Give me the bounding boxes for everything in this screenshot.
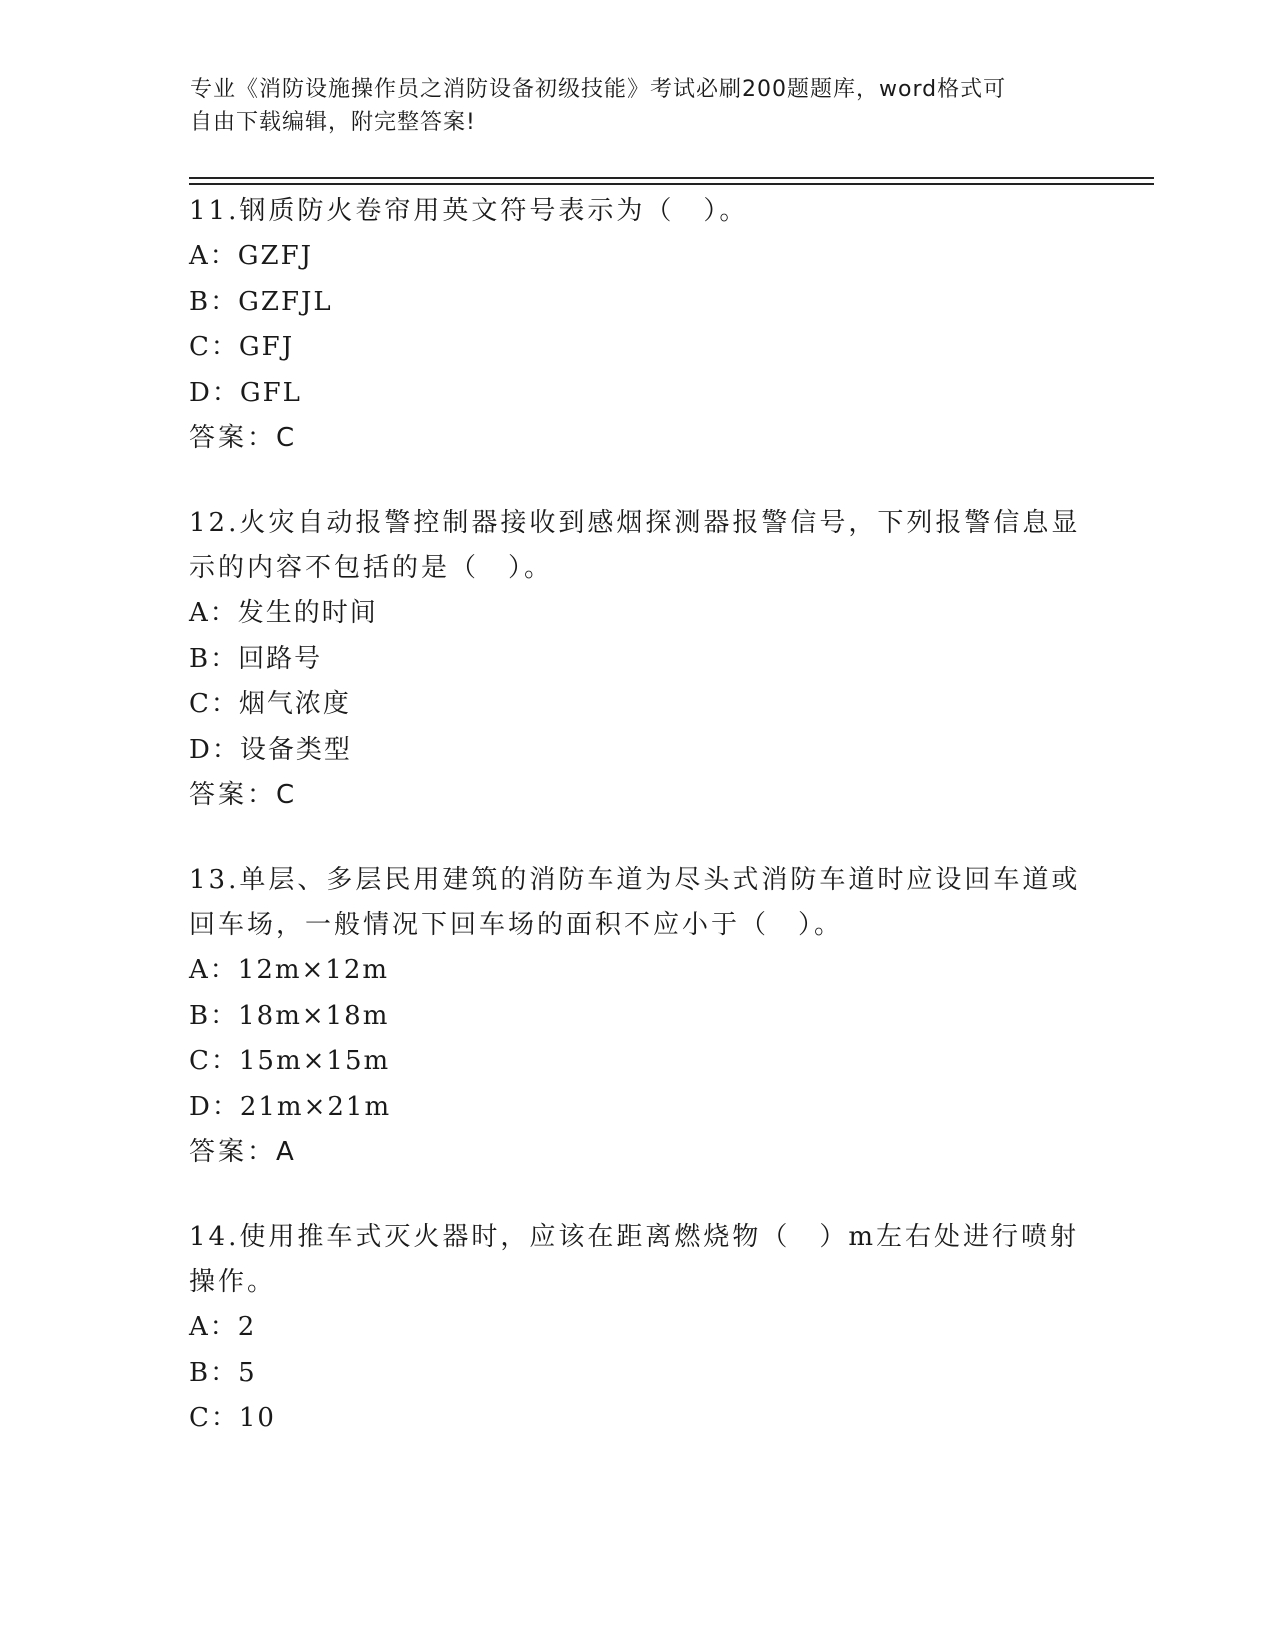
- option-a: A：发生的时间: [189, 598, 378, 628]
- option-b: B：GZFJL: [189, 286, 333, 317]
- option-d: D：设备类型: [189, 734, 352, 765]
- document-header: [190, 73, 1070, 139]
- question-list: [189, 189, 1089, 1482]
- header-line-2: 自由下载编辑，附完整答案!: [190, 110, 476, 135]
- answer-line: 答案：C: [189, 423, 298, 453]
- answer-line: 答案：A: [189, 1137, 297, 1167]
- question-stem: 14.使用推车式灭火器时，应该在距离燃烧物（ ）m左右处进行喷射操作。: [189, 1222, 1080, 1297]
- option-a: A：12m×12m: [189, 955, 390, 985]
- option-d: D：21m×21m: [189, 1091, 392, 1122]
- option-d: D：GFL: [189, 377, 302, 408]
- answer-line: 答案：C: [189, 780, 298, 810]
- header-divider-bottom: [189, 183, 1154, 185]
- option-c: C：10: [189, 1403, 276, 1433]
- option-c: C：烟气浓度: [189, 689, 351, 719]
- option-b: B：回路号: [189, 643, 323, 674]
- question-stem: 11.钢质防火卷帘用英文符号表示为（ ）。: [189, 196, 749, 226]
- header-line-1: 专业《消防设施操作员之消防设备初级技能》考试必刷200题题库，word格式可: [190, 77, 1007, 102]
- option-b: B：5: [189, 1357, 257, 1388]
- option-c: C：15m×15m: [189, 1046, 391, 1076]
- option-c: C：GFJ: [189, 332, 295, 362]
- option-a: A：GZFJ: [189, 241, 314, 271]
- question-stem: 13.单层、多层民用建筑的消防车道为尽头式消防车道时应设回车道或回车场，一般情况下回车场的面积不应小于（ ）。: [189, 865, 1081, 940]
- option-a: A：2: [189, 1312, 257, 1342]
- question-12: [189, 501, 1089, 818]
- question-stem: 12.火灾自动报警控制器接收到感烟探测器报警信号，下列报警信息显示的内容不包括的是（ ）。: [189, 508, 1081, 583]
- header-divider-top: [189, 177, 1154, 179]
- option-b: B：18m×18m: [189, 1000, 390, 1031]
- question-14: [189, 1215, 1089, 1442]
- question-13: [189, 858, 1089, 1175]
- question-11: [189, 189, 1089, 461]
